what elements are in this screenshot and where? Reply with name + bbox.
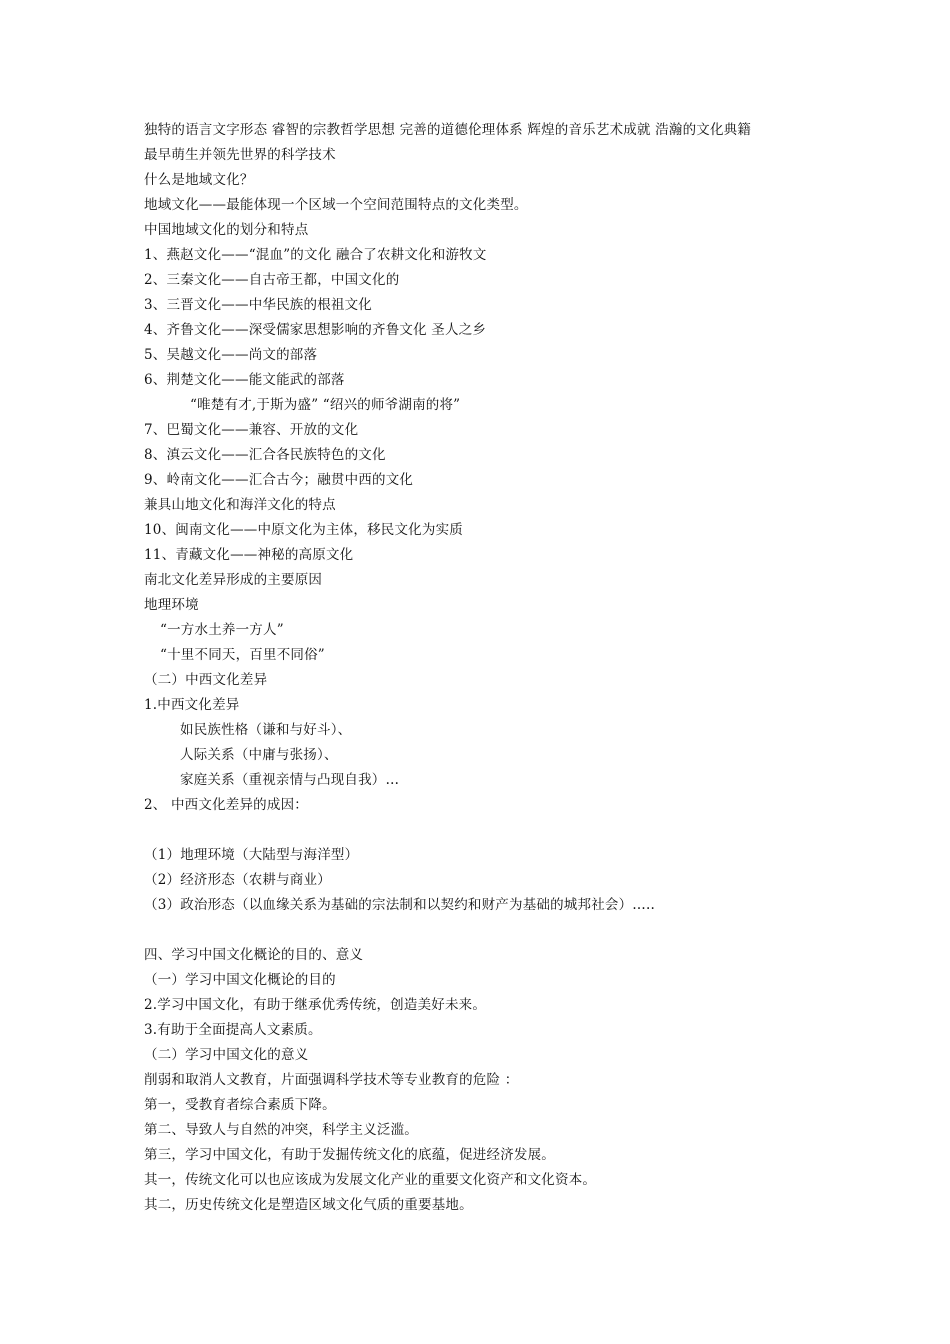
section-heading: 南北文化差异形成的主要原因 [144, 572, 323, 588]
list-item: 8、滇云文化——汇合各民族特色的文化 [144, 447, 386, 463]
subsection-heading: 2、 中西文化差异的成因： [144, 797, 308, 813]
list-item: 其一，传统文化可以也应该成为发展文化产业的重要文化资产和文化资本。 [144, 1172, 597, 1188]
list-item: 2.学习中国文化，有助于继承优秀传统，创造美好未来。 [144, 997, 487, 1013]
section-heading: （二）中西文化差异 [144, 672, 268, 688]
section-heading: 四、学习中国文化概论的目的、意义 [144, 947, 364, 963]
list-item: 2、三秦文化——自古帝王都，中国文化的 [144, 272, 400, 288]
section-heading: 中国地域文化的划分和特点 [144, 222, 309, 238]
list-item: 5、吴越文化——尚文的部落 [144, 347, 318, 363]
text-line: 最早萌生并领先世界的科学技术 [144, 147, 336, 163]
quote-line: “唯楚有才,于斯为盛” “绍兴的师爷湖南的将” [190, 397, 461, 413]
blank-line [144, 818, 844, 843]
quote-line: “一方水土养一方人” [160, 622, 284, 638]
document-page [144, 118, 844, 1218]
list-item: 第一，受教育者综合素质下降。 [144, 1097, 336, 1113]
list-item: 4、齐鲁文化——深受儒家思想影响的齐鲁文化 圣人之乡 [144, 322, 487, 338]
list-item: 其二，历史传统文化是塑造区域文化气质的重要基地。 [144, 1197, 473, 1213]
indented-item: 如民族性格（谦和与好斗）、 [180, 722, 352, 738]
list-item: （1）地理环境（大陆型与海洋型） [144, 847, 359, 863]
list-item: 10、闽南文化——中原文化为主体，移民文化为实质 [144, 522, 463, 538]
indented-item: 人际关系（中庸与张扬）、 [180, 747, 338, 763]
list-item: （2）经济形态（农耕与商业） [144, 872, 331, 888]
list-item: 3、三晋文化——中华民族的根祖文化 [144, 297, 372, 313]
list-item: 7、巴蜀文化——兼容、开放的文化 [144, 422, 359, 438]
list-item: 第三，学习中国文化，有助于发掘传统文化的底蕴，促进经济发展。 [144, 1147, 555, 1163]
indented-item: 家庭关系（重视亲情与凸现自我）… [180, 772, 400, 788]
subsection-heading: 1.中西文化差异 [144, 697, 240, 713]
list-item: 3.有助于全面提高人文素质。 [144, 1022, 322, 1038]
text-line: 独特的语言文字形态 睿智的宗教哲学思想 完善的道德伦理体系 辉煌的音乐艺术成就 浩瀚的文化典籍 [144, 122, 752, 138]
quote-line: “十里不同天，百里不同俗” [160, 647, 325, 663]
blank-line [144, 918, 844, 943]
list-item: 第二、导致人与自然的冲突，科学主义泛滥。 [144, 1122, 418, 1138]
list-item: 9、岭南文化——汇合古今；融贯中西的文化 [144, 472, 414, 488]
text-line: 削弱和取消人文教育，片面强调科学技术等专业教育的危险 ： [144, 1072, 519, 1088]
list-item: 11、青藏文化——神秘的高原文化 [144, 547, 354, 563]
list-item: 6、荆楚文化——能文能武的部落 [144, 372, 345, 388]
section-heading: （二）学习中国文化的意义 [144, 1047, 309, 1063]
section-question: 什么是地域文化？ [144, 172, 254, 188]
list-item: （3）政治形态（以血缘关系为基础的宗法制和以契约和财产为基础的城邦社会）….. [144, 897, 655, 913]
text-line: 兼具山地文化和海洋文化的特点 [144, 497, 336, 513]
text-line: 地理环境 [144, 597, 199, 613]
section-heading: （一）学习中国文化概论的目的 [144, 972, 336, 988]
text-line: 地域文化——最能体现一个区域一个空间范围特点的文化类型。 [144, 197, 528, 213]
list-item: 1、燕赵文化——“混血”的文化 融合了农耕文化和游牧文 [144, 247, 487, 263]
